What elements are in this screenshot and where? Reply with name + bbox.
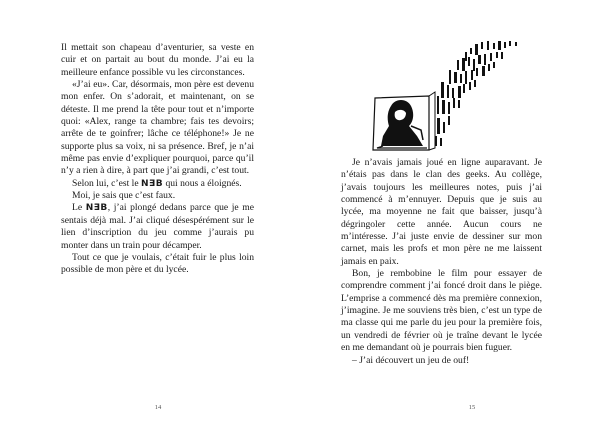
paragraph: Tout ce que je voulais, c’était fuir le plus loin possible de mon père et du lycée. <box>61 251 254 276</box>
paragraph-text: Le <box>72 202 86 214</box>
right-page-text <box>341 157 542 367</box>
nlb-logo-text: N∃B <box>141 178 164 189</box>
paragraph: Moi, je sais que c’est faux. <box>72 190 176 202</box>
paragraph <box>61 202 254 251</box>
paragraph <box>61 178 254 190</box>
paragraph: Il mettait son chapeau d’aventurier, sa veste en cuir et on partait au bout du monde. J’ai eu la meilleure enfance possible vu les circonstances. <box>61 42 254 78</box>
hooded-figure-illustration <box>357 40 532 152</box>
page-number: 15 <box>468 404 476 411</box>
paragraph-text: , j’ai plongé dedans parce que je me sentais déjà mal. J’ai cliqué désespérément sur le lien d’inscription du jeu comme j’aurais pu monter dans un train pour décamper. <box>61 202 254 251</box>
right-page <box>300 0 600 442</box>
page-number: 14 <box>154 404 162 411</box>
paragraph: – J’ai découvert un jeu de ouf! <box>352 354 470 366</box>
nlb-logo-text: N∃B <box>85 203 108 214</box>
paragraph-text: Selon lui, c’est le <box>72 177 142 189</box>
left-page-text <box>61 42 254 277</box>
paragraph-text: qui nous a éloignés. <box>163 177 242 189</box>
paragraph: Je n’avais jamais joué en ligne auparavant. Je n’étais pas dans le clan des geeks. Au collège, j’avais toujours les meilleures notes, puis j’ai commencé à m’ennuyer. Depuis que je suis au lycée, ma moyenne ne fait que baisser, jusqu’à dégringoler cette année. Aucun cours ne m’intéresse. J’ai juste envie de dessiner sur mon carnet, mais les profs et mon père ne me laissent jamais en paix. <box>341 157 542 267</box>
paragraph: «J’ai eu». Car, désormais, mon père est devenu mon enfer. On s’adorait, et maintenant, on se déteste. Il me prend la tête pour tout et n’importe quoi: «Alex, range ta chambre; fais tes devoirs; arrête de te goinfrer; lâche ce téléphone!» Je ne supporte plus sa voix, ni sa présence. Bref, je n’ai même pas envie d’expliquer pourquoi, parce qu’il n’y a rien à dire, à part que j’ai grandi, c’est tout. <box>61 79 254 177</box>
paragraph: Bon, je rembobine le film pour essayer de comprendre comment j’ai foncé droit dans le piège. L’emprise a commencé dès ma première connexion, j’imagine. Je me souviens très bien, c’est un type de ma classe qui me parle du jeu pour la première fois, un vendredi de février où je traîne devant le lycée en me demandant où je pourrais bien fuguer. <box>341 268 542 354</box>
